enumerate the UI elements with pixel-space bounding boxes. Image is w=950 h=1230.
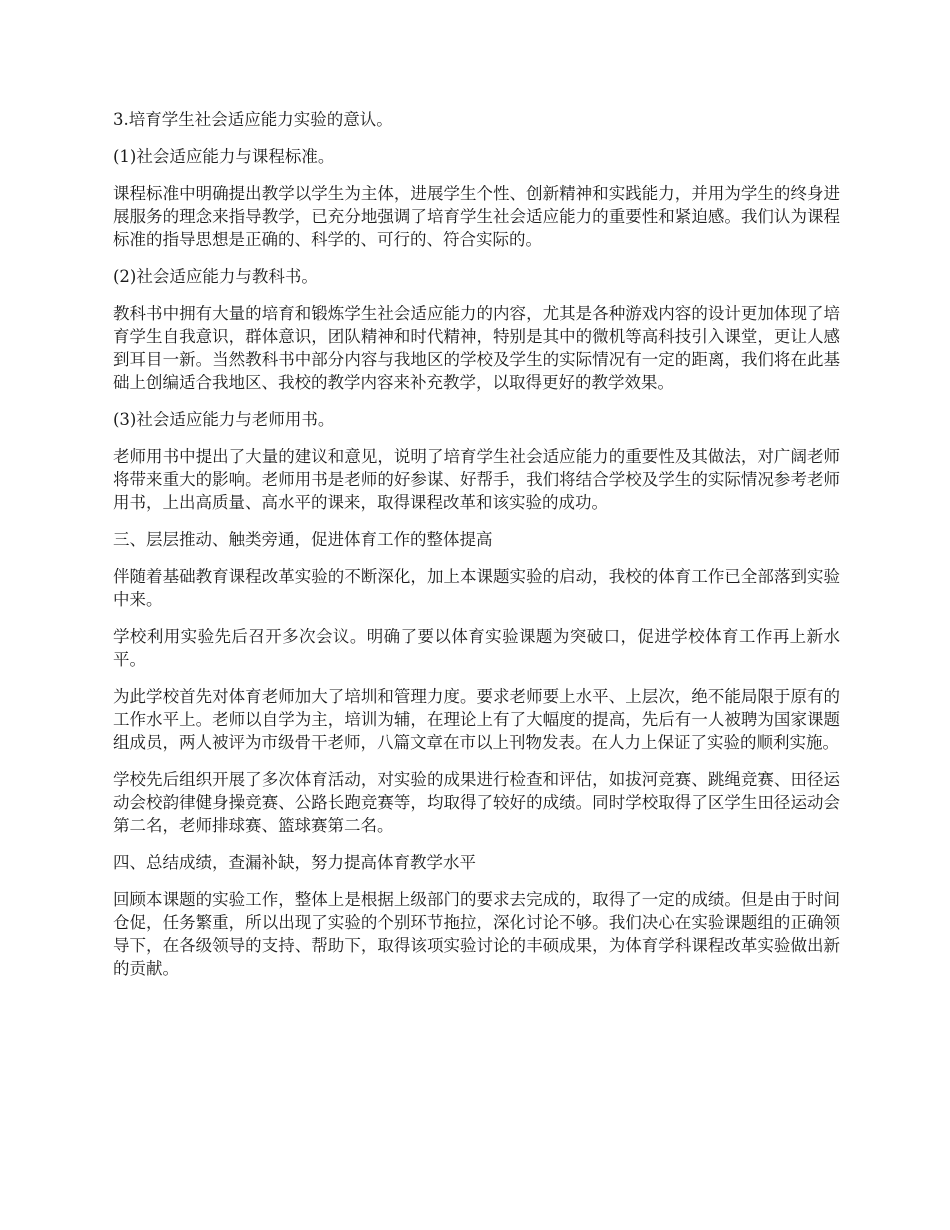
subheading-1: (1)社会适应能力与课程标准。 [113,147,335,166]
section-heading-3: 3.培育学生社会适应能力实验的意认。 [113,110,393,129]
paragraph-teacher-book: 老师用书中提出了大量的建议和意见，说明了培育学生社会适应能力的重要性及其做法，对广阔老师将带来重大的影响。老师用书是老师的好参谋、好帮手，我们将结合学校及学生的实际情况参考老师用书，上出高质量、高水平的课来，取得课程改革和该实验的成功。 [113,447,840,512]
paragraph-activities: 学校先后组织开展了多次体育活动，对实验的成果进行检查和评估，如拔河竞赛、跳绳竞赛、田径运动会校韵律健身操竞赛、公路长跑竞赛等，均取得了较好的成绩。同时学校取得了区学生田径运动会第二名，老师排球赛、篮球赛第二名。 [113,770,840,835]
section-heading-three: 三、层层推动、触类旁通，促进体育工作的整体提高 [113,530,493,549]
paragraph-reform: 伴随着基础教育课程改革实验的不断深化，加上本课题实验的启动，我校的体育工作已全部落到实验中来。 [113,567,840,609]
paragraph-meetings: 学校利用实验先后召开多次会议。明确了要以体育实验课题为突破口，促进学校体育工作再上新水平。 [113,627,840,669]
subheading-2: (2)社会适应能力与教科书。 [113,267,318,286]
paragraph-summary: 回顾本课题的实验工作，整体上是根据上级部门的要求去完成的，取得了一定的成绩。但是由于时间仓促，任务繁重，所以出现了实验的个别环节拖拉，深化讨论不够。我们决心在实验课题组的正确领导下，在各级领导的支持、帮助下，取得该项实验讨论的丰硕成果，为体育学科课程改革实验做出新的贡献。 [113,890,840,978]
subheading-3: (3)社会适应能力与老师用书。 [113,410,335,429]
paragraph-training: 为此学校首先对体育老师加大了培圳和管理力度。要求老师要上水平、上层次，绝不能局限于原有的工作水平上。老师以自学为主，培训为辅，在理论上有了大幅度的提高，先后有一人被聘为国家课题组成员，两人被评为市级骨干老师，八篇文章在市以上刊物发表。在人力上保证了实验的顺利实施。 [113,687,840,752]
paragraph-curriculum-standard: 课程标准中明确提出教学以学生为主体，进展学生个性、创新精神和实践能力，并用为学生的终身进展服务的理念来指导教学，已充分地强调了培育学生社会适应能力的重要性和紧迫感。我们认为课程标准的指导思想是正确的、科学的、可行的、符合实际的。 [113,184,840,249]
section-heading-four: 四、总结成绩，查漏补缺，努力提高体育教学水平 [113,853,476,872]
paragraph-textbook: 教科书中拥有大量的培育和锻炼学生社会适应能力的内容，尤其是各种游戏内容的设计更加体现了培育学生自我意识，群体意识，团队精神和时代精神，特别是其中的微机等高科技引入课堂，更让人感到耳目一新。当然教科书中部分内容与我地区的学校及学生的实际情况有一定的距离，我们将在此基础上创编适合我地区、我校的教学内容来补充教学，以取得更好的教学效果。 [113,304,840,392]
document-body [113,108,840,994]
